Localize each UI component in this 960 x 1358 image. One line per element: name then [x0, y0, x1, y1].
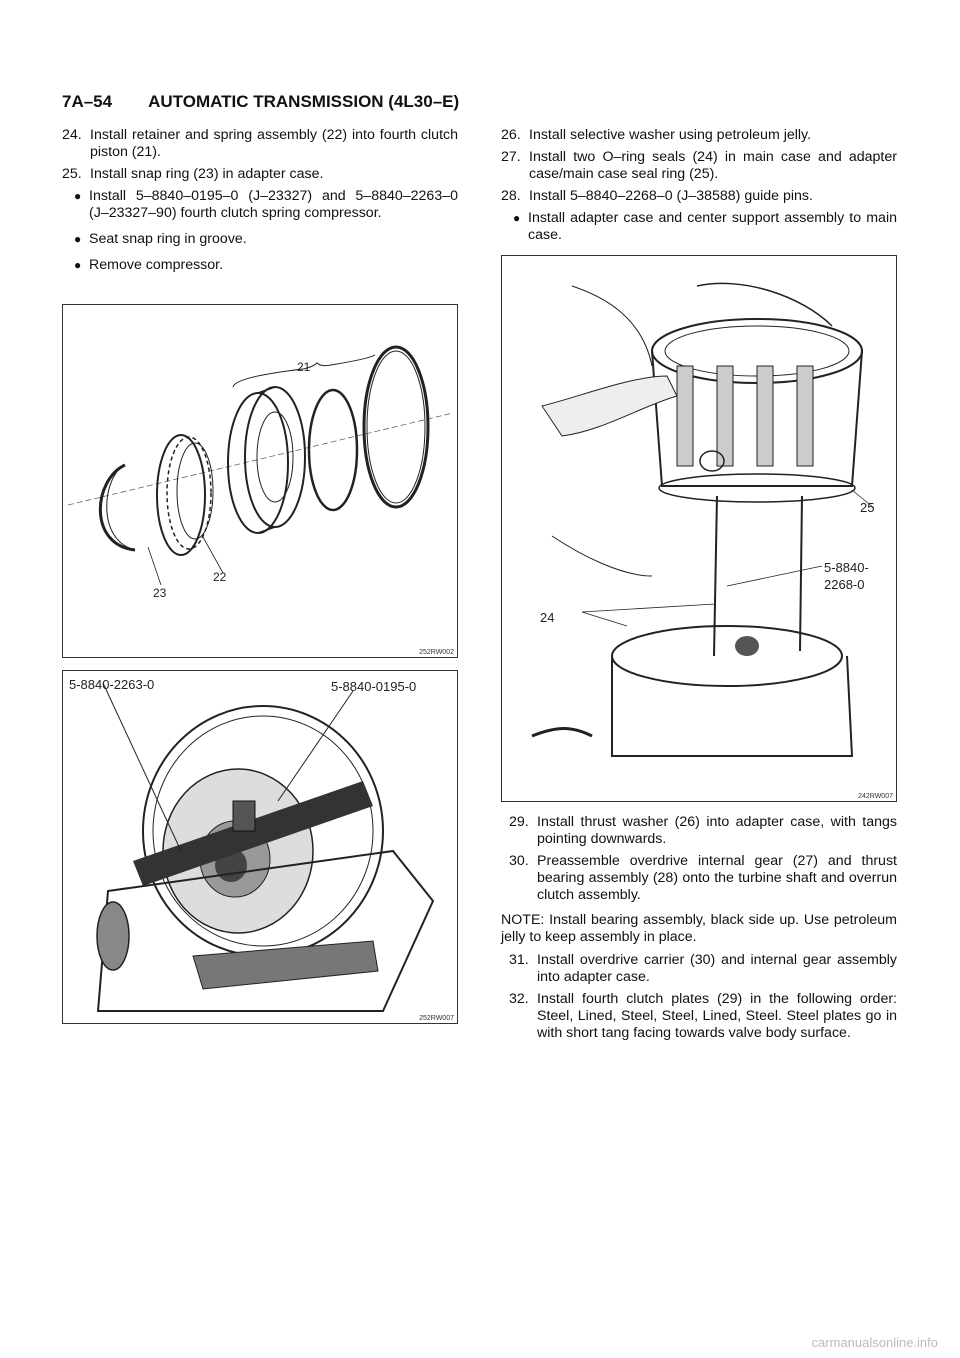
step-24: 24. Install retainer and spring assembly (22) into fourth clutch piston (21). [62, 127, 458, 160]
bullet-item: ● Install adapter case and center support assembly to main case. [513, 210, 897, 243]
step-30: 30. Preassemble overdrive internal gear (27) and thrust bearing assembly (28) onto the turbine shaft and overrun clutch assembly. [509, 853, 897, 903]
right-column-bottom [501, 814, 897, 1047]
bullet-icon: ● [74, 232, 82, 246]
callout-24: 24 [540, 610, 555, 625]
page-title: AUTOMATIC TRANSMISSION (4L30–E) [148, 92, 460, 111]
exploded-view-illustration [63, 305, 457, 657]
compressor-photo-illustration [63, 671, 457, 1023]
bullet-item: ● Install 5–8840–0195–0 (J–23327) and 5–8840–2263–0 (J–23327–90) fourth clutch spring compressor. [74, 188, 458, 221]
page-number: 7A–54 [62, 92, 113, 111]
figure-code: 252RW007 [419, 1015, 454, 1022]
bullet-item: ● Remove compressor. [74, 257, 224, 273]
figure-code: 252RW002 [419, 649, 454, 656]
figure-adapter-case-install [501, 255, 897, 802]
bullet-item: ● Seat snap ring in groove. [74, 231, 247, 247]
bullet-icon: ● [74, 189, 82, 203]
footer-watermark: carmanualsonline.info [811, 1335, 938, 1350]
callout-tool-line1: 5-8840- [824, 560, 869, 575]
step-27: 27. Install two O–ring seals (24) in main case and adapter case/main case seal ring (25). [501, 149, 897, 182]
callout-21: 21 [297, 360, 311, 374]
figure-code: 242RW007 [858, 793, 893, 800]
callout-tool-line2: 2268-0 [824, 577, 865, 592]
step-31: 31. Install overdrive carrier (30) and internal gear assembly into adapter case. [509, 952, 897, 985]
tool-label-left: 5-8840-2263-0 [69, 677, 155, 692]
figure-spring-compressor [62, 670, 458, 1024]
right-column-top [501, 127, 897, 253]
tool-label-right: 5-8840-0195-0 [331, 679, 417, 694]
step-29: 29. Install thrust washer (26) into adapter case, with tangs pointing downwards. [509, 814, 897, 847]
step-28: 28. Install 5–8840–2268–0 (J–38588) guide pins. [501, 188, 813, 204]
adapter-case-illustration [502, 256, 896, 801]
callout-25: 25 [860, 500, 875, 515]
bullet-icon: ● [74, 258, 82, 272]
note-text: NOTE: Install bearing assembly, black side up. Use petroleum jelly to keep assembly in place. [501, 912, 897, 945]
page-header [62, 92, 459, 112]
left-column [62, 127, 458, 283]
step-26: 26. Install selective washer using petroleum jelly. [501, 127, 812, 143]
callout-23: 23 [153, 586, 167, 600]
bullet-icon: ● [513, 211, 521, 225]
step-25: 25. Install snap ring (23) in adapter case. [62, 166, 324, 182]
figure-clutch-exploded [62, 304, 458, 658]
callout-22: 22 [213, 570, 227, 584]
step-32: 32. Install fourth clutch plates (29) in the following order: Steel, Lined, Steel, Steel, Lined, Steel. Steel plates go in with short tang facing towards valve body surface. [509, 991, 897, 1041]
